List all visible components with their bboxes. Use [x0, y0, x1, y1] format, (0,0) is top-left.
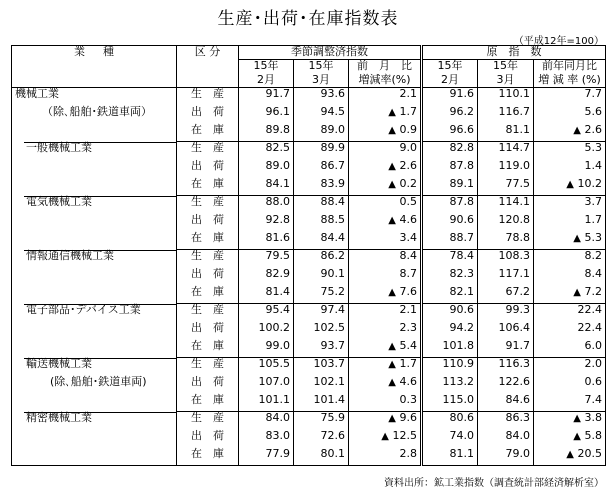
table-header: [12, 46, 606, 88]
change-value: 8.7: [399, 266, 417, 280]
change-value: 7.4: [584, 392, 602, 406]
table-row: [12, 412, 606, 430]
original-feb: 78.4: [422, 250, 478, 268]
change-value: 0.3: [399, 392, 417, 406]
seasonal-feb: 95.4: [239, 304, 294, 322]
table-row: [12, 232, 606, 250]
index-table: [11, 45, 606, 466]
seasonal-mar: 89.9: [294, 142, 349, 160]
seasonal-mar: 84.4: [294, 232, 349, 250]
original-mar: 122.6: [478, 376, 534, 394]
original-feb: 81.1: [422, 448, 478, 466]
decrease-mark-icon: ▲: [573, 430, 581, 442]
change-value: 4.6: [399, 374, 417, 388]
category-label: 在 庫: [177, 232, 239, 250]
original-mar: 77.5: [478, 178, 534, 196]
seasonal-mom-change: [349, 448, 422, 466]
seasonal-mar: 72.6: [294, 430, 349, 448]
decrease-mark-icon: ▲: [388, 214, 396, 226]
decrease-mark-icon: ▲: [388, 340, 396, 352]
header-s-col2-month: 3月: [294, 74, 349, 88]
seasonal-mar: 97.4: [294, 304, 349, 322]
change-value: 3.8: [584, 411, 602, 424]
category-label: 出 荷: [177, 214, 239, 232]
change-value: 5.6: [584, 104, 602, 118]
decrease-mark-icon: ▲: [388, 106, 396, 118]
change-value: 8.4: [584, 266, 602, 280]
decrease-mark-icon: ▲: [388, 286, 396, 298]
seasonal-mar: 103.7: [294, 358, 349, 376]
original-feb: 89.1: [422, 178, 478, 196]
original-yoy-change: [534, 196, 606, 214]
industry-name: 電気機械工業: [12, 196, 177, 214]
original-mar: 106.4: [478, 322, 534, 340]
original-mar: 84.0: [478, 430, 534, 448]
original-yoy-change: [534, 124, 606, 142]
original-yoy-change: [534, 160, 606, 178]
category-label: 出 荷: [177, 322, 239, 340]
decrease-mark-icon: ▲: [573, 286, 581, 298]
seasonal-mom-change: [349, 286, 422, 304]
header-s-col3-rate: 増減率(%): [349, 74, 422, 88]
header-o-col3-rate: 増 減 率 (%): [534, 74, 606, 88]
category-label: 生 産: [177, 358, 239, 376]
original-feb: 82.3: [422, 268, 478, 286]
decrease-mark-icon: ▲: [388, 413, 396, 424]
seasonal-feb: 88.0: [239, 196, 294, 214]
change-value: 9.0: [399, 141, 417, 154]
table-row: [12, 448, 606, 466]
table-row: [12, 88, 606, 106]
change-value: 2.6: [584, 122, 602, 136]
change-value: 2.0: [584, 357, 602, 370]
original-feb: 80.6: [422, 412, 478, 430]
seasonal-feb: 81.6: [239, 232, 294, 250]
seasonal-feb: 105.5: [239, 358, 294, 376]
change-value: 9.6: [399, 411, 417, 424]
category-label: 出 荷: [177, 160, 239, 178]
original-mar: 117.1: [478, 268, 534, 286]
seasonal-mar: 86.7: [294, 160, 349, 178]
change-value: 6.0: [584, 338, 602, 352]
seasonal-mar: 90.1: [294, 268, 349, 286]
original-feb: 115.0: [422, 394, 478, 412]
table-row: [12, 376, 606, 394]
original-yoy-change: [534, 430, 606, 448]
base-year-note: （平成12年=100）: [513, 36, 604, 47]
page-title: 生産･出荷･在庫指数表: [217, 9, 399, 29]
change-value: 7.6: [399, 284, 417, 298]
category-label: 在 庫: [177, 178, 239, 196]
original-yoy-change: [534, 376, 606, 394]
table-row: [12, 106, 606, 124]
seasonal-feb: 84.0: [239, 412, 294, 430]
decrease-mark-icon: ▲: [388, 160, 396, 172]
change-value: 2.1: [399, 87, 417, 100]
seasonal-mom-change: [349, 178, 422, 196]
seasonal-feb: 101.1: [239, 394, 294, 412]
header-o-col2-month: 3月: [478, 74, 534, 88]
change-value: 0.5: [399, 195, 417, 208]
industry-blank: [12, 268, 177, 286]
industry-name: 機械工業: [12, 88, 177, 106]
original-feb: 90.6: [422, 214, 478, 232]
change-value: 2.6: [399, 158, 417, 172]
industry-name: 精密機械工業: [12, 412, 177, 430]
seasonal-feb: 92.8: [239, 214, 294, 232]
industry-blank: [12, 340, 177, 358]
original-feb: 87.8: [422, 196, 478, 214]
table-row: [12, 286, 606, 304]
industry-blank: [12, 286, 177, 304]
header-o-col1-month: 2月: [422, 74, 478, 88]
table-row: [12, 160, 606, 178]
original-feb: 110.9: [422, 358, 478, 376]
seasonal-mom-change: [349, 106, 422, 124]
industry-blank: [12, 160, 177, 178]
category-label: 在 庫: [177, 448, 239, 466]
original-feb: 90.6: [422, 304, 478, 322]
seasonal-mom-change: [349, 214, 422, 232]
original-mar: 116.7: [478, 106, 534, 124]
category-label: 生 産: [177, 88, 239, 106]
decrease-mark-icon: ▲: [573, 124, 581, 136]
industry-name: 輸送機械工業: [12, 358, 177, 376]
original-mar: 110.1: [478, 88, 534, 106]
original-yoy-change: [534, 304, 606, 322]
header-s-col1-year: 15年: [239, 60, 294, 74]
change-value: 0.2: [399, 176, 417, 190]
category-label: 生 産: [177, 304, 239, 322]
table-row: [12, 358, 606, 376]
original-feb: 113.2: [422, 376, 478, 394]
seasonal-mom-change: [349, 142, 422, 160]
original-mar: 116.3: [478, 358, 534, 376]
change-value: 5.4: [399, 338, 417, 352]
original-feb: 91.6: [422, 88, 478, 106]
category-label: 出 荷: [177, 268, 239, 286]
seasonal-feb: 99.0: [239, 340, 294, 358]
seasonal-feb: 107.0: [239, 376, 294, 394]
seasonal-mom-change: [349, 340, 422, 358]
change-value: 1.7: [399, 357, 417, 370]
decrease-mark-icon: ▲: [566, 448, 574, 460]
original-mar: 91.7: [478, 340, 534, 358]
change-value: 5.3: [584, 230, 602, 244]
header-s-col2-year: 15年: [294, 60, 349, 74]
seasonal-feb: 96.1: [239, 106, 294, 124]
change-value: 10.2: [577, 176, 602, 190]
table-row: [12, 322, 606, 340]
header-industry: 業種: [12, 46, 177, 88]
seasonal-mar: 101.4: [294, 394, 349, 412]
original-mar: 114.7: [478, 142, 534, 160]
seasonal-feb: 91.7: [239, 88, 294, 106]
seasonal-mom-change: [349, 232, 422, 250]
seasonal-mom-change: [349, 268, 422, 286]
original-yoy-change: [534, 448, 606, 466]
change-value: 22.4: [577, 303, 602, 316]
seasonal-mar: 102.5: [294, 322, 349, 340]
seasonal-mom-change: [349, 88, 422, 106]
table-row: [12, 196, 606, 214]
table-row: [12, 214, 606, 232]
original-mar: 79.0: [478, 448, 534, 466]
change-value: 1.7: [584, 212, 602, 226]
original-yoy-change: [534, 358, 606, 376]
decrease-mark-icon: ▲: [573, 413, 581, 424]
table-row: [12, 340, 606, 358]
seasonal-mom-change: [349, 430, 422, 448]
header-s-col3: 前 月 比: [357, 59, 412, 72]
seasonal-mom-change: [349, 376, 422, 394]
original-yoy-change: [534, 106, 606, 124]
change-value: 3.4: [399, 230, 417, 244]
industry-blank: [12, 394, 177, 412]
category-label: 在 庫: [177, 124, 239, 142]
original-yoy-change: [534, 250, 606, 268]
original-mar: 99.3: [478, 304, 534, 322]
seasonal-mar: 89.0: [294, 124, 349, 142]
decrease-mark-icon: ▲: [388, 359, 396, 370]
seasonal-feb: 77.9: [239, 448, 294, 466]
original-feb: 88.7: [422, 232, 478, 250]
change-value: 7.2: [584, 284, 602, 298]
original-yoy-change: [534, 286, 606, 304]
change-value: 4.6: [399, 212, 417, 226]
industry-blank: [12, 448, 177, 466]
change-value: 8.2: [584, 249, 602, 262]
change-value: 22.4: [577, 320, 602, 334]
change-value: 0.9: [399, 122, 417, 136]
original-yoy-change: [534, 214, 606, 232]
original-feb: 96.6: [422, 124, 478, 142]
seasonal-mar: 102.1: [294, 376, 349, 394]
original-mar: 114.1: [478, 196, 534, 214]
original-mar: 108.3: [478, 250, 534, 268]
category-label: 生 産: [177, 196, 239, 214]
seasonal-mar: 88.4: [294, 196, 349, 214]
change-value: 1.4: [584, 158, 602, 172]
original-feb: 96.2: [422, 106, 478, 124]
category-label: 出 荷: [177, 106, 239, 124]
table-row: [12, 250, 606, 268]
table-row: [12, 268, 606, 286]
table-row: [12, 430, 606, 448]
seasonal-mom-change: [349, 412, 422, 430]
category-label: 生 産: [177, 412, 239, 430]
change-value: 0.6: [584, 374, 602, 388]
change-value: 20.5: [577, 446, 602, 460]
decrease-mark-icon: ▲: [573, 232, 581, 244]
change-value: 5.3: [584, 141, 602, 154]
change-value: 12.5: [392, 428, 417, 442]
industry-name: 情報通信機械工業: [12, 250, 177, 268]
table-row: [12, 142, 606, 160]
seasonal-mar: 75.2: [294, 286, 349, 304]
seasonal-mar: 86.2: [294, 250, 349, 268]
original-feb: 94.2: [422, 322, 478, 340]
decrease-mark-icon: ▲: [388, 376, 396, 388]
original-yoy-change: [534, 340, 606, 358]
seasonal-mom-change: [349, 394, 422, 412]
original-feb: 74.0: [422, 430, 478, 448]
category-label: 出 荷: [177, 430, 239, 448]
original-yoy-change: [534, 88, 606, 106]
seasonal-mom-change: [349, 358, 422, 376]
original-yoy-change: [534, 394, 606, 412]
industry-note: （除､船舶･鉄道車両）: [12, 106, 177, 124]
original-yoy-change: [534, 322, 606, 340]
seasonal-mar: 80.1: [294, 448, 349, 466]
header-o-col1-year: 15年: [422, 60, 478, 74]
industry-blank: [12, 322, 177, 340]
original-feb: 82.8: [422, 142, 478, 160]
original-mar: 81.1: [478, 124, 534, 142]
industry-blank: [12, 430, 177, 448]
decrease-mark-icon: ▲: [381, 430, 389, 442]
source-note: 資料出所：鉱工業指数（調査統計部経済解析室）: [384, 478, 604, 489]
table-row: [12, 304, 606, 322]
seasonal-mom-change: [349, 160, 422, 178]
industry-blank: [12, 178, 177, 196]
original-yoy-change: [534, 232, 606, 250]
original-feb: 87.8: [422, 160, 478, 178]
seasonal-mom-change: [349, 322, 422, 340]
header-original: 原 指 数: [422, 46, 606, 60]
seasonal-feb: 84.1: [239, 178, 294, 196]
category-label: 在 庫: [177, 286, 239, 304]
header-category: 区 分: [177, 46, 239, 88]
seasonal-feb: 82.5: [239, 142, 294, 160]
seasonal-mar: 94.5: [294, 106, 349, 124]
header-s-col1-month: 2月: [239, 74, 294, 88]
industry-name: 電子部品･デバイス工業: [12, 304, 177, 322]
seasonal-feb: 89.8: [239, 124, 294, 142]
table-row: [12, 394, 606, 412]
seasonal-feb: 82.9: [239, 268, 294, 286]
seasonal-feb: 100.2: [239, 322, 294, 340]
industry-blank: [12, 214, 177, 232]
seasonal-mar: 93.7: [294, 340, 349, 358]
change-value: 2.3: [399, 320, 417, 334]
change-value: 2.1: [399, 303, 417, 316]
industry-note: (除､船舶･鉄道車両): [12, 376, 177, 394]
original-mar: 86.3: [478, 412, 534, 430]
seasonal-mar: 75.9: [294, 412, 349, 430]
category-label: 生 産: [177, 250, 239, 268]
industry-blank: [12, 124, 177, 142]
change-value: 3.7: [584, 195, 602, 208]
original-mar: 120.8: [478, 214, 534, 232]
decrease-mark-icon: ▲: [388, 124, 396, 136]
change-value: 8.4: [399, 249, 417, 262]
category-label: 在 庫: [177, 394, 239, 412]
header-o-col3: 前年同月比: [542, 59, 597, 72]
seasonal-mom-change: [349, 124, 422, 142]
category-label: 生 産: [177, 142, 239, 160]
original-yoy-change: [534, 142, 606, 160]
seasonal-mar: 83.9: [294, 178, 349, 196]
table-row: [12, 178, 606, 196]
decrease-mark-icon: ▲: [566, 178, 574, 190]
change-value: 5.8: [584, 428, 602, 442]
original-feb: 82.1: [422, 286, 478, 304]
seasonal-mar: 88.5: [294, 214, 349, 232]
header-o-col2-year: 15年: [478, 60, 534, 74]
original-mar: 119.0: [478, 160, 534, 178]
original-mar: 67.2: [478, 286, 534, 304]
original-yoy-change: [534, 268, 606, 286]
seasonal-feb: 79.5: [239, 250, 294, 268]
seasonal-mom-change: [349, 196, 422, 214]
original-feb: 101.8: [422, 340, 478, 358]
table-body: [12, 88, 606, 466]
industry-name: 一般機械工業: [12, 142, 177, 160]
category-label: 出 荷: [177, 376, 239, 394]
seasonal-mom-change: [349, 304, 422, 322]
seasonal-mom-change: [349, 250, 422, 268]
change-value: 1.7: [399, 104, 417, 118]
table-row: [12, 124, 606, 142]
change-value: 7.7: [584, 87, 602, 100]
seasonal-feb: 83.0: [239, 430, 294, 448]
category-label: 在 庫: [177, 340, 239, 358]
original-yoy-change: [534, 178, 606, 196]
seasonal-feb: 81.4: [239, 286, 294, 304]
industry-blank: [12, 232, 177, 250]
seasonal-mar: 93.6: [294, 88, 349, 106]
seasonal-feb: 89.0: [239, 160, 294, 178]
original-mar: 84.6: [478, 394, 534, 412]
change-value: 2.8: [399, 446, 417, 460]
decrease-mark-icon: ▲: [388, 178, 396, 190]
original-yoy-change: [534, 412, 606, 430]
original-mar: 78.8: [478, 232, 534, 250]
header-seasonal: 季節調整済指数: [239, 46, 422, 60]
